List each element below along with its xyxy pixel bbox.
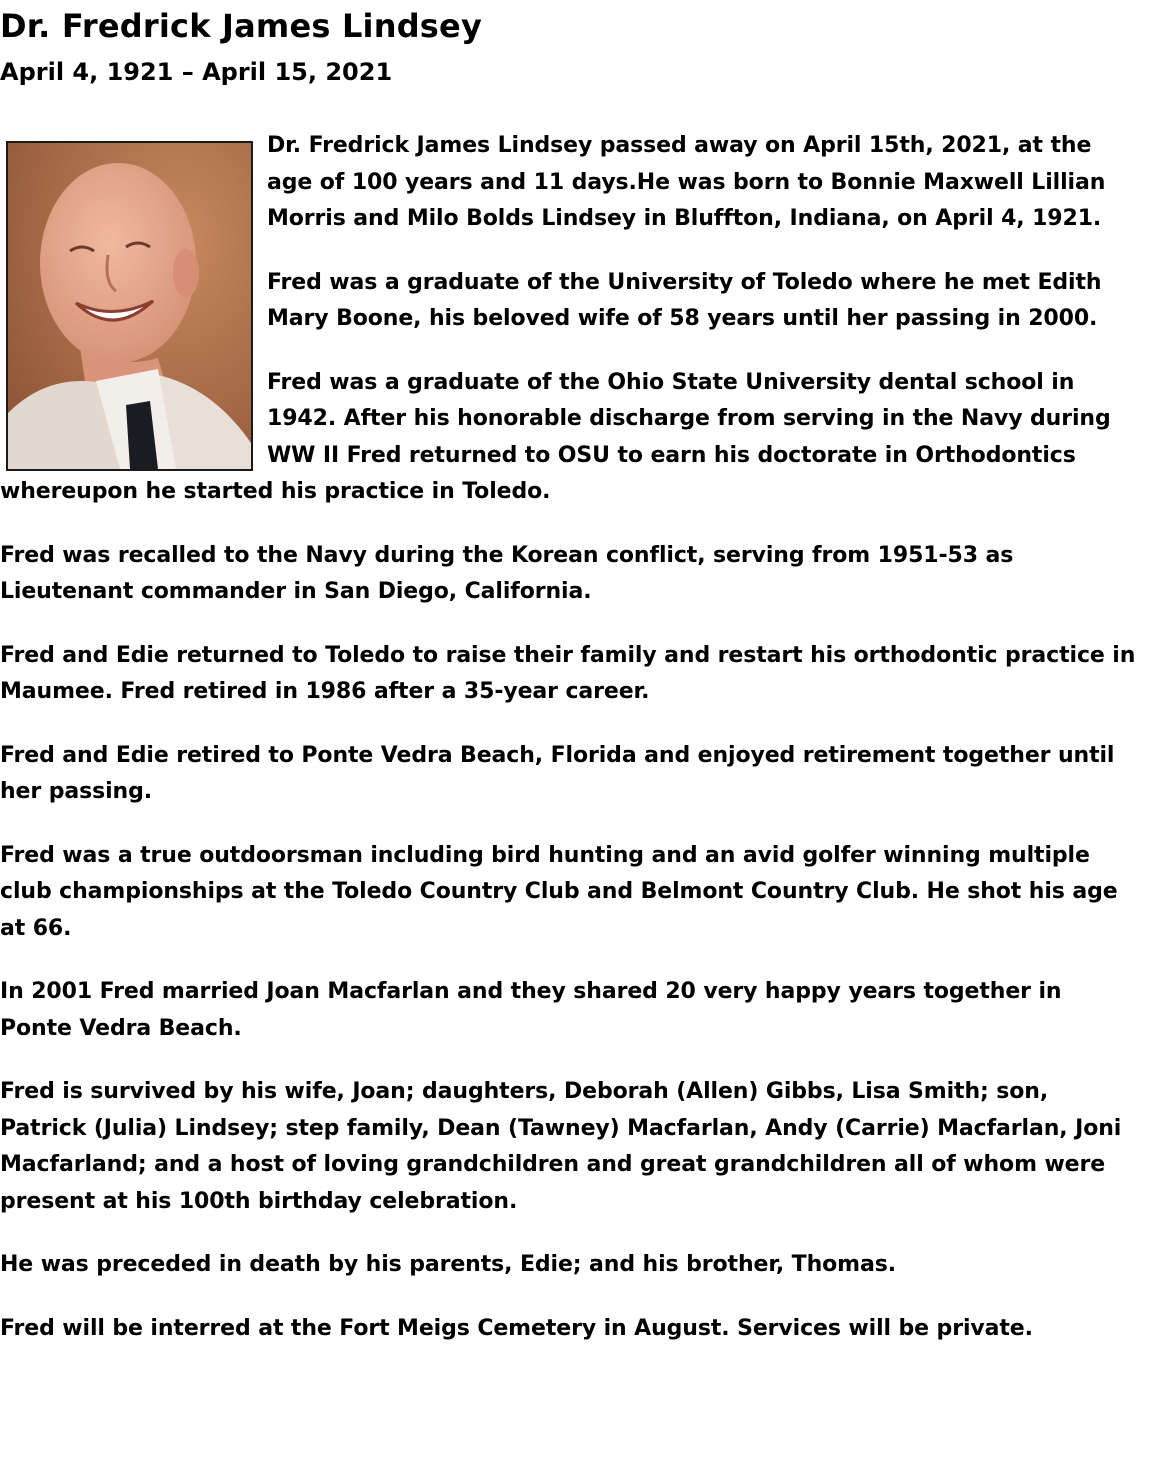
obituary-body	[0, 128, 1136, 1374]
portrait-photo	[6, 141, 253, 471]
portrait-illustration	[8, 143, 251, 469]
paragraph-8: In 2001 Fred married Joan Macfarlan and they shared 20 very happy years together in Ponte Vedra Beach.	[0, 979, 1062, 1041]
paragraph-6: Fred and Edie retired to Ponte Vedra Beach, Florida and enjoyed retirement together until her passing.	[0, 742, 1115, 804]
ear-shape	[173, 249, 199, 297]
paragraph-11: Fred will be interred at the Fort Meigs Cemetery in August. Services will be private.	[0, 1315, 1033, 1341]
paragraph-4: Fred was recalled to the Navy during the Korean conflict, serving from 1951-53 as Lieutenant commander in San Diego, California.	[0, 542, 1014, 604]
paragraph-2: Fred was a graduate of the University of Toledo where he met Edith Mary Boone, his beloved wife of 58 years until her passing in 2000.	[267, 269, 1102, 331]
life-dates: April 4, 1921 – April 15, 2021	[0, 58, 393, 86]
paragraph-1: Dr. Fredrick James Lindsey passed away on April 15th, 2021, at the age of 100 years and 11 days.He was born to Bonnie Maxwell Lillian Morris and Milo Bolds Lindsey in Bluffton, Indiana, on April 4, 1921.	[267, 133, 1106, 231]
obituary-name-heading: Dr. Fredrick James Lindsey	[0, 7, 483, 45]
paragraph-9: Fred is survived by his wife, Joan; daughters, Deborah (Allen) Gibbs, Lisa Smith; son, Patrick (Julia) Lindsey; step family, Dean (Tawney) Macfarlan, Andy (Carrie) Macfarlan, Joni Macfarland; and a host of loving grandchildren and great grandchildren all of whom were present at his 100th birthday celebration.	[0, 1079, 1122, 1214]
paragraph-7: Fred was a true outdoorsman including bird hunting and an avid golfer winning multiple club championships at the Toledo Country Club and Belmont Country Club. He shot his age at 66.	[0, 842, 1118, 941]
paragraph-5: Fred and Edie returned to Toledo to raise their family and restart his orthodontic practice in Maumee. Fred retired in 1986 after a 35-year career.	[0, 642, 1136, 704]
paragraph-3: Fred was a graduate of the Ohio State University dental school in 1942. After his honorable discharge from serving in the Navy during WW II Fred returned to OSU to earn his doctorate in Orthodontics whereupon he started his practice in Toledo.	[0, 369, 1111, 504]
paragraph-10: He was preceded in death by his parents, Edie; and his brother, Thomas.	[0, 1252, 896, 1277]
head-shape	[40, 163, 196, 363]
